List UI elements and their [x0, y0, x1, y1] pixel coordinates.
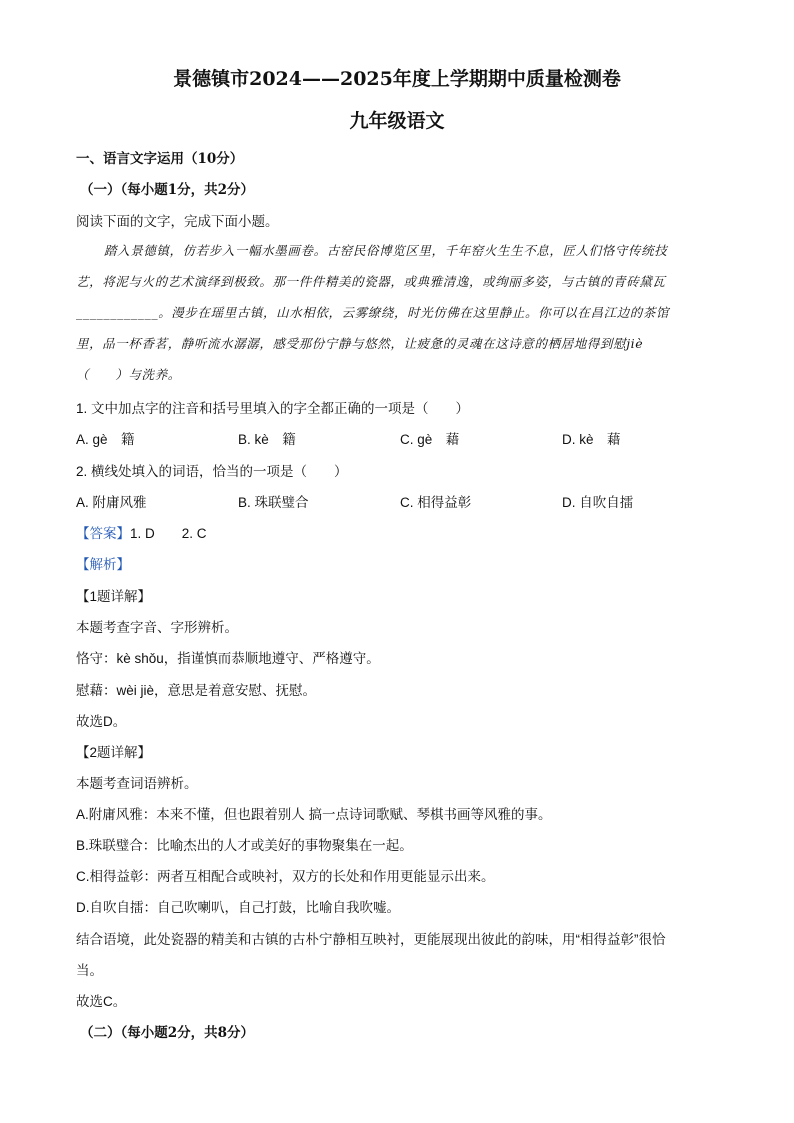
detail-2-line: 本题考查词语辨析。 — [76, 776, 198, 791]
detail-1-line: 慰藉：wèi jiè，意思是着意安慰、抚慰。 — [76, 683, 317, 698]
section-heading: 一、语言文字运用（10分） — [76, 151, 244, 167]
detail-1-heading: 【1题详解】 — [76, 589, 152, 604]
question-1-option-a: A. gè 籍 — [76, 432, 135, 447]
detail-2-line: D.自吹自擂：自己吹喇叭，自己打鼓，比喻自我吹嘘。 — [76, 900, 400, 915]
detail-2-line: C.相得益彰：两者互相配合或映衬，双方的长处和作用更能显示出来。 — [76, 869, 495, 884]
document-subtitle: 九年级语文 — [349, 110, 445, 132]
answer-label: 【答案】 — [76, 526, 130, 541]
analysis-label: 【解析】 — [76, 557, 130, 572]
passage-line: ____________。漫步在瑶里古镇，山水相依，云雾缭绕，时光仿佛在这里静止。你可以在昌江边的茶馆 — [76, 305, 670, 320]
document-title: 景德镇市2024——2025年度上学期期中质量检测卷 — [173, 68, 621, 90]
detail-2-line: 故选C。 — [76, 994, 127, 1009]
answer-line — [76, 522, 716, 542]
detail-1-line: 本题考查字音、字形辨析。 — [76, 620, 238, 635]
part-heading-2: （二）（每小题2分，共8分） — [80, 1025, 255, 1041]
question-1-option-d: D. kè 藉 — [562, 432, 621, 447]
question-2-stem: 2. 横线处填入的词语，恰当的一项是（ ） — [76, 464, 348, 479]
instruction-text: 阅读下面的文字，完成下面小题。 — [76, 214, 279, 229]
question-1-option-c: C. gè 藉 — [400, 432, 460, 447]
question-1-stem: 1. 文中加点字的注音和括号里填入的字全都正确的一项是（ ） — [76, 401, 470, 416]
question-2-option-c: C. 相得益彰 — [400, 495, 472, 510]
detail-2-line: B.珠联璧合：比喻杰出的人才或美好的事物聚集在一起。 — [76, 838, 413, 853]
passage-line: 踏入景德镇，仿若步入一幅水墨画卷。古窑民俗博览区里，千年窑火生生不息，匠人们恪守传统技 — [104, 243, 668, 258]
passage-line: （ ）与洗养。 — [76, 367, 181, 382]
detail-2-line: 当。 — [76, 963, 103, 978]
question-2-option-b: B. 珠联璧合 — [238, 495, 309, 510]
passage-line: 艺，将泥与火的艺术演绎到极致。那一件件精美的瓷器，或典雅清逸，或绚丽多姿，与古镇的青砖黛瓦 — [76, 274, 666, 289]
answer-text: 1. D 2. C — [130, 526, 207, 541]
detail-1-line: 故选D。 — [76, 714, 127, 729]
detail-2-line: 结合语境，此处瓷器的精美和古镇的古朴宁静相互映衬，更能展现出彼此的韵味，用“相得益彰”很恰 — [76, 932, 666, 947]
detail-1-line: 恪守：kè shǒu，指谨慎而恭顺地遵守、严格遵守。 — [76, 651, 380, 666]
passage-line: 里，品一杯香茗，静听流水潺潺，感受那份宁静与悠然，让疲惫的灵魂在这诗意的栖居地得到慰jiè — [76, 336, 644, 351]
question-1-option-b: B. kè 籍 — [238, 432, 296, 447]
question-2-option-a: A. 附庸风雅 — [76, 495, 147, 510]
detail-2-heading: 【2题详解】 — [76, 745, 152, 760]
detail-2-line: A.附庸风雅：本来不懂，但也跟着别人 搞一点诗词歌赋、琴棋书画等风雅的事。 — [76, 807, 552, 822]
question-2-option-d: D. 自吹自擂 — [562, 495, 634, 510]
part-heading-1: （一）（每小题1分，共2分） — [80, 182, 255, 198]
